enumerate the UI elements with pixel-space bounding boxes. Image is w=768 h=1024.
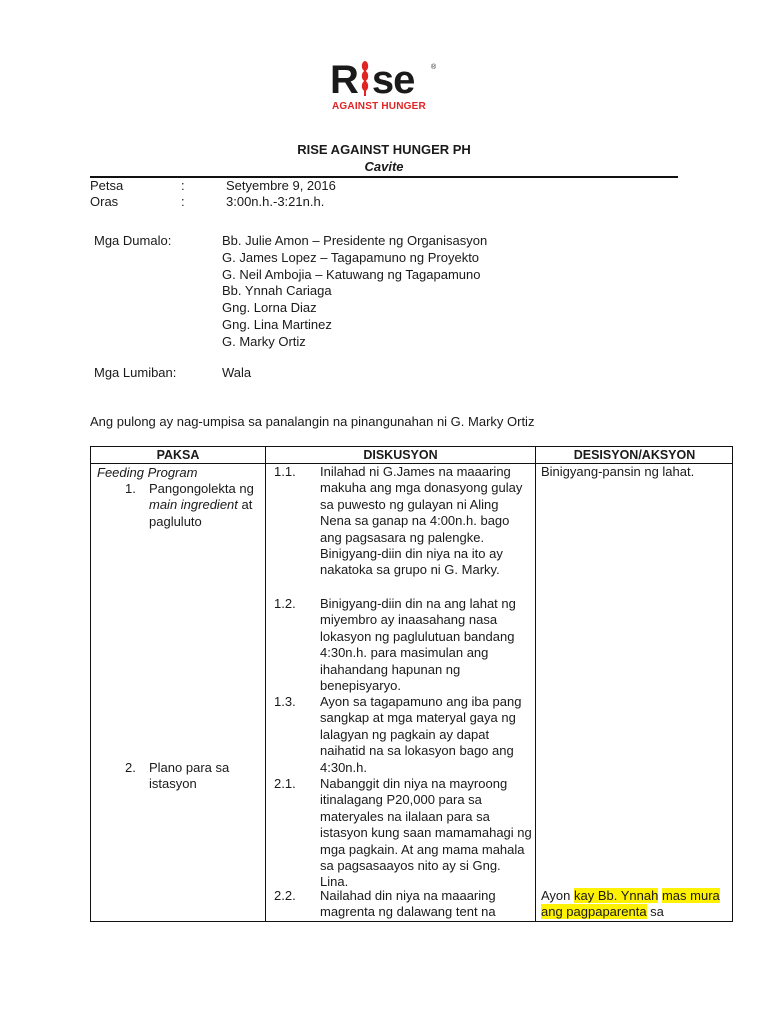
decision-text: Ayon kay Bb. Ynnah mas mura ang pagpaparenta sa [541, 888, 720, 920]
attendees-list [222, 233, 487, 351]
logo-letter-r: R [330, 58, 358, 102]
attendee-item: Gng. Lina Martinez [222, 316, 332, 332]
title-divider [90, 176, 678, 178]
discussion-number: 2.1. [274, 776, 296, 791]
logo-tagline: AGAINST HUNGER [332, 101, 426, 112]
discussion-number: 1.3. [274, 694, 296, 709]
table-column-divider [535, 447, 536, 921]
attendee-item: Bb. Ynnah Cariaga [222, 283, 332, 299]
document-title: RISE AGAINST HUNGER PH [297, 142, 471, 157]
attendee-item: Gng. Lorna Diaz [222, 300, 317, 316]
time-label: Oras [90, 194, 119, 209]
date-value: Setyembre 9, 2016 [226, 178, 336, 193]
absent-value: Wala [222, 365, 252, 380]
discussion-text: Binigyang-diin din na ang lahat ng miyembro ay inaasahang nasa lokasyon ng paglulutuan bandang 4:30n.h. para masimulan ang ihahandang hapunan ng benepisyaryo. [320, 596, 516, 694]
header-paksa: PAKSA [156, 448, 200, 462]
header-diskusyon: DISKUSYON [363, 448, 438, 462]
decision-text: Binigyang-pansin ng lahat. [541, 464, 695, 479]
topic-column [97, 464, 262, 792]
logo-letters-se: se [371, 58, 415, 102]
subtopic-text: Pangongolekta ng main ingredient at pagluluto [149, 481, 254, 529]
time-separator: : [181, 194, 185, 209]
attendee-item: G. Neil Ambojia – Katuwang ng Tagapamuno [222, 266, 481, 282]
highlighted-text: kay Bb. Ynnah [574, 888, 659, 903]
discussion-text: Nailahad din niya na maaaring magrenta ng dalawang tent na [320, 888, 496, 920]
highlighted-text: mas mura ang pagpaparenta [541, 888, 720, 920]
wheat-grain-icon [359, 60, 371, 96]
attendees-label: Mga Dumalo: [94, 233, 172, 248]
subtopic-number: 2. [125, 760, 136, 775]
subtopic-number: 1. [125, 481, 136, 496]
time-value: 3:00n.h.-3:21n.h. [226, 194, 325, 209]
logo-wordmark [330, 60, 440, 100]
subtopic-text: Plano para sa istasyon [149, 760, 230, 792]
discussion-text: Ayon sa tagapamuno ang iba pang sangkap at mga materyal gaya ng lalagyan ng pagkain ay dapat naihatid na sa lokasyon bago ang 4:30n.h. [320, 694, 522, 775]
discussion-number: 1.2. [274, 596, 296, 611]
rise-against-hunger-logo [330, 60, 440, 116]
opening-statement: Ang pulong ay nag-umpisa sa panalangin na pinangunahan ni G. Marky Ortiz [90, 414, 535, 429]
date-separator: : [181, 178, 185, 193]
discussion-number: 2.2. [274, 888, 296, 903]
date-label: Petsa [90, 178, 124, 193]
attendee-item: G. James Lopez – Tagapamuno ng Proyekto [222, 249, 480, 265]
discussion-number: 1.1. [274, 464, 296, 479]
minutes-table [90, 446, 733, 922]
discussion-text: Nabanggit din niya na mayroong itinalagang P20,000 para sa materyales na ilalaan para sa istasyon kung saan mamamahagi ng mga pagkain. At ang mama mahala sa pagsasaayos nito ay si Gng. Lina. [320, 776, 532, 890]
registered-mark: ® [431, 64, 437, 71]
discussion-text: Inilahad ni G.James na maaaring makuha ang mga donasyong gulay sa puwesto ng gulayan ni Aling Nena sa ganap na 4:00n.h. bago ang pagsasara ng palengke. Binigyang-diin din niya na ito ay nakatoka sa grupo ni G. Marky. [320, 464, 523, 578]
attendee-item: Bb. Julie Amon – Presidente ng Organisasyon [222, 233, 488, 248]
topic-title: Feeding Program [97, 465, 198, 480]
absent-label: Mga Lumiban: [94, 365, 177, 380]
document-subtitle: Cavite [364, 159, 404, 174]
header-desisyon: DESISYON/AKSYON [573, 448, 696, 462]
attendee-item: G. Marky Ortiz [222, 333, 306, 349]
